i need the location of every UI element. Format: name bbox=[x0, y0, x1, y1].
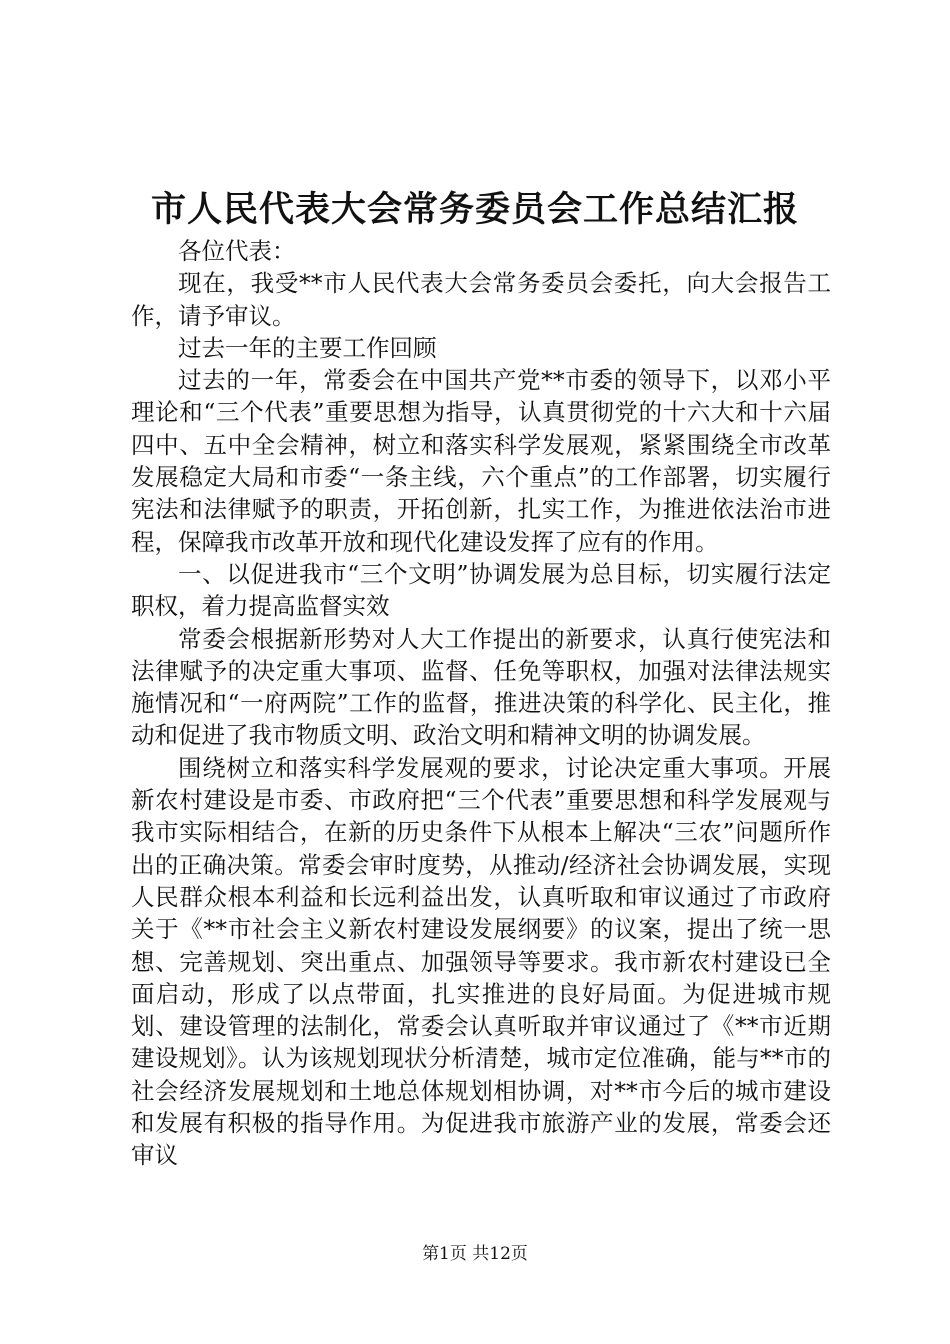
paragraph-duties: 常委会根据新形势对人大工作提出的新要求，认真行使宪法和法律赋予的决定重大事项、监督、任免等职权，加强对法律法规实施情况和“一府两院”工作的监督，推进决策的科学化、民主化，推动和促进了我市物质文明、政治文明和精神文明的协调发展。 bbox=[131, 624, 831, 750]
document-body bbox=[131, 235, 831, 1172]
page-indicator: 第1页 共12页 bbox=[422, 1244, 528, 1264]
paragraph-intro: 现在，我受**市人民代表大会常务委员会委托，向大会报告工作，请予审议。 bbox=[131, 269, 831, 330]
subsection-heading: 一、以促进我市“三个文明”协调发展为总目标，切实履行法定职权，着力提高监督实效 bbox=[131, 559, 831, 621]
paragraph-decisions: 围绕树立和落实科学发展观的要求，讨论决定重大事项。开展新农村建设是市委、市政府把“三个代表”重要思想和科学发展观与我市实际相结合，在新的历史条件下从根本上解决“三农”问题所作出的正确决策。常委会审时度势，从推动/经济社会协调发展，实现人民群众根本利益和长远利益出发，认真听取和审议通过了市政府关于《**市社会主义新农村建设发展纲要》的议案，提出了统一思想、完善规划、突出重点、加强领导等要求。我市新农村建设已全面启动，形成了以点带面，扎实推进的良好局面。为促进城市规划、建设管理的法制化，常委会认真听取并审议通过了《**市近期建设规划》。认为该规划现状分析清楚，城市定位准确，能与**市的社会经济发展规划和土地总体规划相协调，对**市今后的城市建设和发展有积极的指导作用。为促进我市旅游产业的发展，常委会还审议 bbox=[131, 753, 831, 1170]
section-heading: 过去一年的主要工作回顾 bbox=[178, 333, 437, 362]
document-title: 市人民代表大会常务委员会工作总结汇报 bbox=[150, 189, 799, 230]
salutation: 各位代表： bbox=[178, 237, 296, 265]
paragraph-review: 过去的一年，常委会在中国共产党**市委的领导下，以邓小平理论和“三个代表”重要思想为指导，认真贯彻党的十六大和十六届四中、五中全会精神，树立和落实科学发展观，紧紧围绕全市改革发展稳定大局和市委“一条主线，六个重点”的工作部署，切实履行宪法和法律赋予的职责，开拓创新，扎实工作，为推进依法治市进程，保障我市改革开放和现代化建设发挥了应有的作用。 bbox=[131, 366, 831, 556]
